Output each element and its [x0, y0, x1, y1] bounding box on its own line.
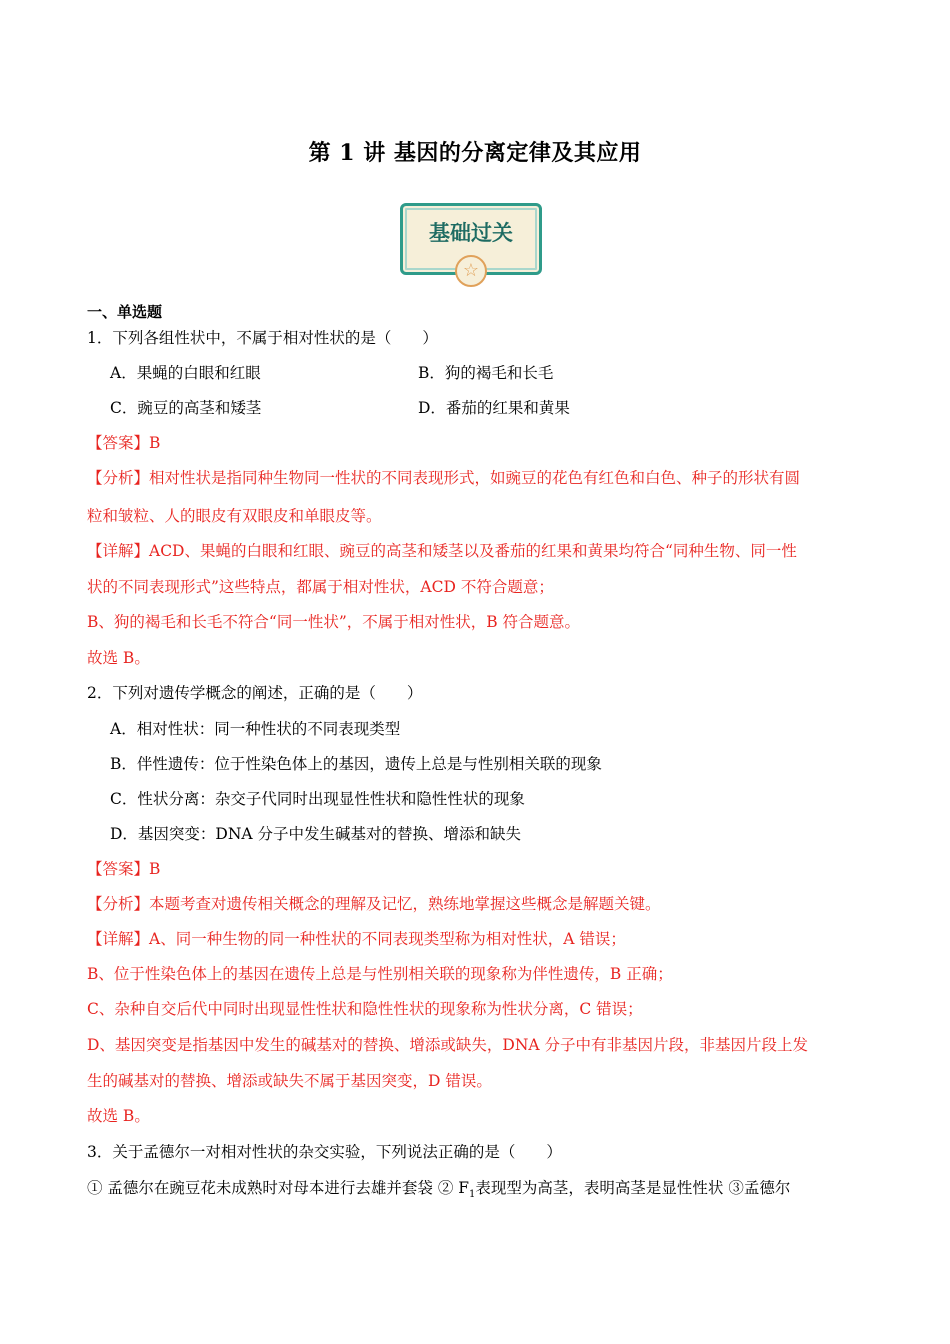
question-2-option-b: B．伴性遗传：位于性染色体上的基因，遗传上总是与性别相关联的现象	[110, 755, 602, 773]
question-3-stem: 3．关于孟德尔一对相对性状的杂交实验，下列说法正确的是（ ）	[87, 1143, 562, 1161]
question-3-statement-text-cont: 表现型为高茎，表明高茎是显性性状 ③孟德尔	[475, 1179, 791, 1197]
question-1-analysis: 【分析】相对性状是指同种生物同一性状的不同表现形式，如豌豆的花色有红色和白色、种子的形状有圆	[87, 469, 801, 487]
question-2-detail-b: B、位于性染色体上的基因在遗传上总是与性别相关联的现象称为伴性遗传，B 正确；	[87, 965, 673, 983]
question-2-detail-d-cont: 生的碱基对的替换、增添或缺失不属于基因突变，D 错误。	[87, 1072, 492, 1090]
page-title: 第 1 讲 基因的分离定律及其应用	[308, 140, 642, 166]
question-1-stem: 1．下列各组性状中，不属于相对性状的是（ ）	[87, 329, 438, 347]
question-2-option-a: A．相对性状：同一种性状的不同表现类型	[110, 720, 401, 738]
question-1-answer: 【答案】B	[87, 434, 161, 452]
question-2-answer: 【答案】B	[87, 860, 161, 878]
star-icon: ☆	[455, 255, 487, 287]
question-1-option-a: A．果蝇的白眼和红眼	[110, 364, 261, 382]
question-2-detail-a: 【详解】A、同一种生物的同一种性状的不同表现类型称为相对性状，A 错误；	[87, 930, 626, 948]
question-2-detail-d: D、基因突变是指基因中发生的碱基对的替换、增添或缺失，DNA 分子中有非基因片段，非基因片段上发	[87, 1036, 809, 1054]
question-1-option-c: C．豌豆的高茎和矮茎	[110, 399, 262, 417]
question-1-option-b: B．狗的褐毛和长毛	[418, 364, 554, 382]
question-2-option-d: D．基因突变：DNA 分子中发生碱基对的替换、增添和缺失	[110, 825, 522, 843]
subscript-1: 1	[469, 1189, 476, 1201]
badge-label: 基础过关	[429, 221, 513, 245]
question-1-detail-b: B、狗的褐毛和长毛不符合“同一性状”，不属于相对性状，B 符合题意。	[87, 613, 581, 631]
question-1-detail-cont: 状的不同表现形式”这些特点，都属于相对性状，ACD 不符合题意；	[87, 578, 554, 596]
section-badge	[400, 203, 540, 281]
question-2-stem: 2．下列对遗传学概念的阐述，正确的是（ ）	[87, 684, 423, 702]
question-2-choice: 故选 B。	[87, 1107, 150, 1125]
question-2-detail-c: C、杂种自交后代中同时出现显性性状和隐性性状的现象称为性状分离，C 错误；	[87, 1000, 643, 1018]
question-2-analysis: 【分析】本题考查对遗传相关概念的理解及记忆，熟练地掌握这些概念是解题关键。	[87, 895, 661, 913]
question-3-statements	[87, 1178, 790, 1205]
question-1-option-d: D．番茄的红果和黄果	[418, 399, 570, 417]
question-2-option-c: C．性状分离：杂交子代同时出现显性性状和隐性性状的现象	[110, 790, 525, 808]
question-1-choice: 故选 B。	[87, 649, 150, 667]
question-1-analysis-cont: 粒和皱粒、人的眼皮有双眼皮和单眼皮等。	[87, 507, 382, 525]
section-heading: 一、单选题	[87, 303, 163, 321]
question-3-statement-text: ① 孟德尔在豌豆花未成熟时对母本进行去雄并套袋 ② F	[87, 1179, 470, 1197]
question-1-detail: 【详解】ACD、果蝇的白眼和红眼、豌豆的高茎和矮茎以及番茄的红果和黄果均符合“同种生物、同一性	[87, 542, 797, 560]
